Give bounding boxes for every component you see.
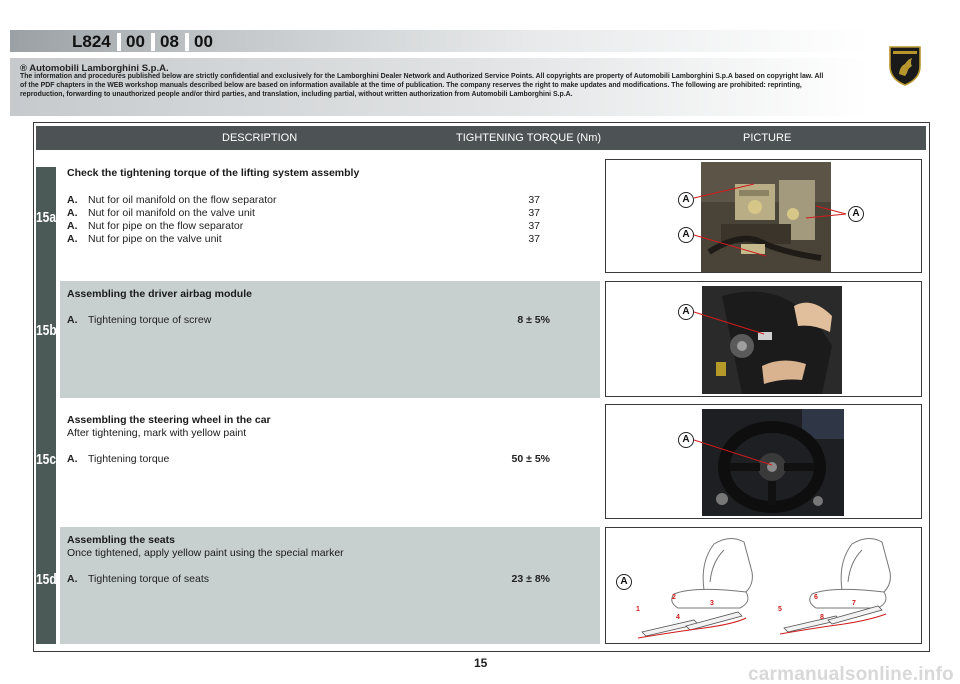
seat-bolt-label: 6 xyxy=(814,594,818,601)
row-title: Assembling the driver airbag module xyxy=(67,288,252,300)
seat-rails-diagram xyxy=(634,532,914,642)
item-letter: A. xyxy=(67,233,78,245)
item-torque: 37 xyxy=(528,207,540,219)
row-id-15d: 15d xyxy=(36,570,57,588)
item-letter: A. xyxy=(67,220,78,232)
callout-lines xyxy=(606,160,922,273)
item-text: Nut for oil manifold on the valve unit xyxy=(88,207,255,219)
code-separator xyxy=(117,33,121,51)
picture-15c xyxy=(605,404,922,519)
legal-text: The information and procedures published below are strictly confidential and exclusively for the Lamborghini Dealer Network and Authorized Service Points. All copyrights are property of Automobili Lamborghini S.p.A based on copyright law. All of the PDF chapters in the WEB workshop manuals described below are based on information available at the time of publication. The company reserves the right to make updates and modifications. The following are prohibited: reprinting, reproduction, forwarding to unauthorized people and/or third parties, and translation, including partial, without written authorization from Automobili Lamborghini S.p.A. xyxy=(20,73,824,98)
row-title: Check the tightening torque of the lifting system assembly xyxy=(67,167,360,179)
row-id-15a: 15a xyxy=(36,208,57,226)
code-separator xyxy=(185,33,189,51)
callout-line xyxy=(606,282,922,397)
doc-code-part-1: L824 xyxy=(72,32,111,51)
seat-bolt-label: 4 xyxy=(676,614,680,621)
callout-line xyxy=(606,405,922,519)
row-id-15c: 15c xyxy=(36,450,57,468)
seat-bolt-label: 7 xyxy=(852,600,856,607)
doc-code-part-3: 08 xyxy=(160,32,179,51)
callout-a: A xyxy=(848,206,864,222)
item-text: Nut for oil manifold on the flow separator xyxy=(88,194,277,206)
seat-bolt-label: 1 xyxy=(636,606,640,613)
item-text: Nut for pipe on the valve unit xyxy=(88,233,222,245)
seat-bolt-label: 3 xyxy=(710,600,714,607)
seat-bolt-label: 8 xyxy=(820,614,824,621)
row-title: Assembling the steering wheel in the car xyxy=(67,414,271,426)
item-text: Tightening torque of seats xyxy=(88,573,210,585)
item-torque: 8 ± 5% xyxy=(517,314,550,326)
item-text: Tightening torque xyxy=(88,453,170,465)
doc-code-part-4: 00 xyxy=(194,32,213,51)
picture-15a xyxy=(605,159,922,273)
picture-15b xyxy=(605,281,922,397)
row-subtitle: Once tightened, apply yellow paint using the special marker xyxy=(67,547,344,559)
item-letter: A. xyxy=(67,453,78,465)
callout-a: A xyxy=(678,432,694,448)
item-torque: 37 xyxy=(528,233,540,245)
item-text: Tightening torque of screw xyxy=(88,314,212,326)
item-torque: 37 xyxy=(528,194,540,206)
seat-bolt-label: 2 xyxy=(672,594,676,601)
callout-a: A xyxy=(678,304,694,320)
item-torque: 23 ± 8% xyxy=(511,573,550,585)
picture-15d xyxy=(605,527,922,644)
lamborghini-logo-icon xyxy=(888,44,922,86)
doc-code-part-2: 00 xyxy=(126,32,145,51)
row-subtitle: After tightening, mark with yellow paint xyxy=(67,427,247,439)
column-torque: TIGHTENING TORQUE (Nm) xyxy=(456,132,602,144)
column-picture: PICTURE xyxy=(743,132,792,144)
item-text: Nut for pipe on the flow separator xyxy=(88,220,244,232)
page-number: 15 xyxy=(474,656,488,670)
item-letter: A. xyxy=(67,207,78,219)
callout-a: A xyxy=(678,192,694,208)
item-letter: A. xyxy=(67,314,78,326)
item-torque: 37 xyxy=(528,220,540,232)
item-torque: 50 ± 5% xyxy=(511,453,550,465)
callout-a: A xyxy=(678,227,694,243)
item-letter: A. xyxy=(67,573,78,585)
code-separator xyxy=(151,33,155,51)
column-description: DESCRIPTION xyxy=(222,132,298,144)
row-title: Assembling the seats xyxy=(67,534,175,546)
callout-a: A xyxy=(616,574,632,590)
legal-title: ® Automobili Lamborghini S.p.A. xyxy=(20,63,169,74)
row-id-15b: 15b xyxy=(36,321,57,339)
item-letter: A. xyxy=(67,194,78,206)
seat-bolt-label: 5 xyxy=(778,606,782,613)
watermark: carmanualsonline.info xyxy=(748,664,954,684)
